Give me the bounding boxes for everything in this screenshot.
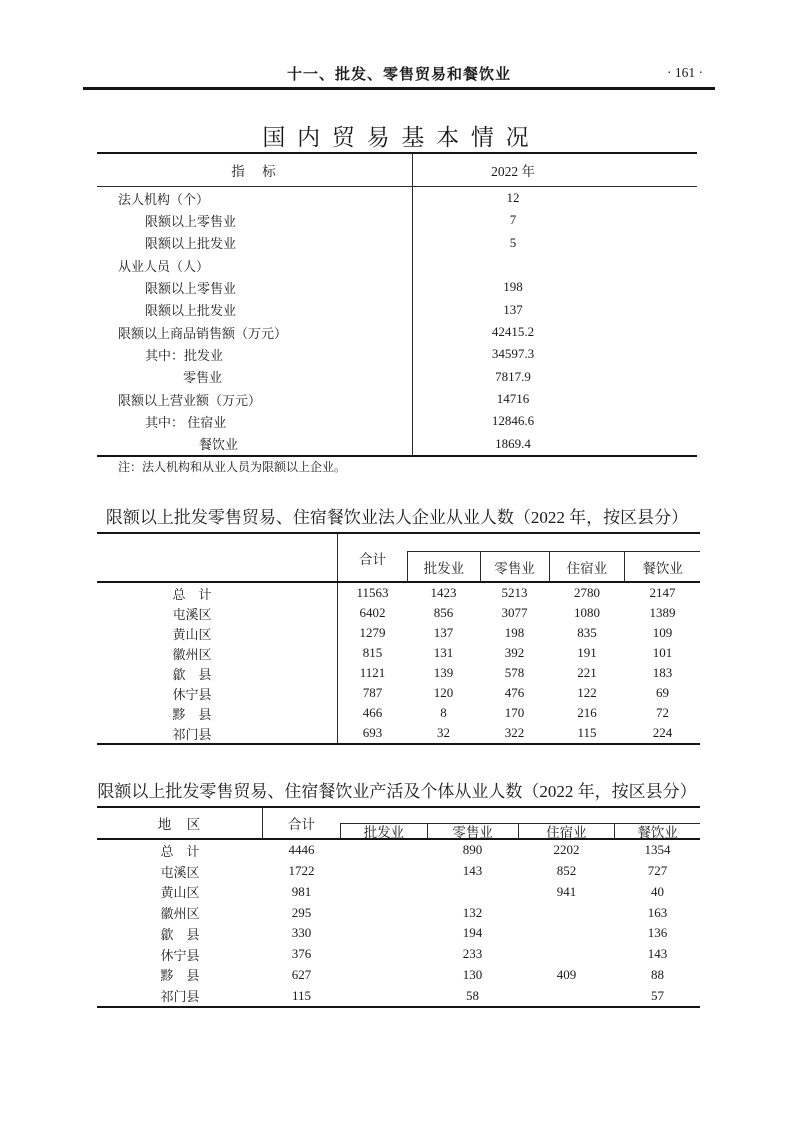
table-row bbox=[97, 861, 700, 882]
table3-col-total: 合计 bbox=[288, 817, 315, 832]
region-cell: 黄山区 bbox=[97, 623, 338, 643]
value-cell bbox=[340, 985, 427, 1006]
table1-col-indicator: 指 标 bbox=[97, 154, 413, 186]
table2-header bbox=[97, 534, 700, 583]
value-cell: 693 bbox=[362, 725, 383, 740]
value-cell: 6402 bbox=[359, 605, 386, 620]
row-value: 7 bbox=[509, 212, 517, 228]
table-row bbox=[97, 321, 697, 343]
row-label: 餐饮业 bbox=[97, 433, 413, 455]
value-cell: 330 bbox=[291, 925, 312, 941]
row-label: 限额以上商品销售额（万元） bbox=[97, 321, 413, 343]
region-cell: 祁门县 bbox=[160, 989, 200, 1005]
value-cell: 787 bbox=[362, 685, 383, 700]
value-cell: 163 bbox=[647, 904, 668, 920]
value-cell: 191 bbox=[577, 645, 597, 660]
value-cell: 835 bbox=[577, 625, 597, 640]
value-cell: 131 bbox=[433, 645, 454, 660]
region-cell: 黟 县 bbox=[97, 703, 338, 723]
value-cell: 856 bbox=[433, 605, 454, 620]
row-label: 限额以上批发业 bbox=[97, 299, 413, 321]
value-cell: 183 bbox=[652, 665, 673, 680]
value-cell: 170 bbox=[504, 705, 525, 720]
value-cell: 476 bbox=[504, 685, 525, 700]
row-label: 限额以上营业额（万元） bbox=[97, 388, 413, 410]
value-cell bbox=[340, 861, 427, 882]
row-value: 34597.3 bbox=[491, 346, 535, 362]
table-row bbox=[97, 944, 700, 965]
value-cell bbox=[518, 923, 615, 944]
region-cell: 屯溪区 bbox=[160, 864, 200, 880]
value-cell: 578 bbox=[504, 665, 525, 680]
row-value: 7817.9 bbox=[495, 368, 531, 384]
value-cell: 295 bbox=[291, 904, 312, 920]
value-cell: 120 bbox=[433, 685, 454, 700]
value-cell bbox=[340, 902, 427, 923]
value-cell: 376 bbox=[291, 946, 312, 962]
region-cell: 祁门县 bbox=[97, 723, 338, 743]
table2-subheader bbox=[407, 551, 700, 581]
value-cell: 890 bbox=[462, 842, 483, 858]
value-cell: 132 bbox=[462, 904, 483, 920]
table2-col-lodging: 住宿业 bbox=[550, 552, 626, 581]
value-cell: 1354 bbox=[644, 842, 671, 858]
table-row bbox=[97, 232, 697, 254]
value-cell: 57 bbox=[651, 987, 664, 1003]
value-cell: 1080 bbox=[574, 605, 600, 620]
table2-body bbox=[97, 583, 700, 743]
row-value: 42415.2 bbox=[491, 324, 535, 340]
region-cell: 总 计 bbox=[160, 843, 200, 859]
value-cell: 88 bbox=[651, 966, 664, 982]
row-label: 限额以上零售业 bbox=[97, 209, 413, 231]
value-cell: 1722 bbox=[288, 863, 315, 879]
table3-header bbox=[97, 808, 700, 840]
value-cell: 143 bbox=[647, 946, 668, 962]
table-row bbox=[97, 703, 700, 723]
region-cell: 徽州区 bbox=[97, 643, 338, 663]
table2-title: 限额以上批发零售贸易、住宿餐饮业法人企业从业人数（2022 年，按区县分） bbox=[105, 508, 689, 527]
value-cell bbox=[340, 965, 427, 986]
table1-col-year: 2022 年 bbox=[491, 164, 535, 179]
region-cell: 休宁县 bbox=[97, 683, 338, 703]
row-value bbox=[413, 254, 697, 276]
row-value: 14716 bbox=[496, 391, 530, 407]
value-cell: 2780 bbox=[574, 585, 600, 600]
table-row bbox=[97, 683, 700, 703]
table2-col-region bbox=[97, 534, 338, 581]
table-row bbox=[97, 276, 697, 298]
table-row bbox=[97, 902, 700, 923]
value-cell: 1279 bbox=[359, 625, 386, 640]
table2-col-catering: 餐饮业 bbox=[642, 560, 683, 576]
table-row bbox=[97, 254, 697, 276]
table2 bbox=[97, 532, 700, 745]
region-cell: 休宁县 bbox=[160, 947, 200, 963]
value-cell: 233 bbox=[462, 946, 483, 962]
region-cell: 歙 县 bbox=[97, 663, 338, 683]
table3-col-catering: 餐饮业 bbox=[637, 825, 678, 840]
table-row bbox=[97, 643, 700, 663]
value-cell bbox=[340, 923, 427, 944]
value-cell bbox=[340, 882, 427, 903]
table-row bbox=[97, 366, 697, 388]
table3-body bbox=[97, 840, 700, 1006]
value-cell: 815 bbox=[362, 645, 383, 660]
value-cell: 4446 bbox=[288, 842, 315, 858]
value-cell: 1389 bbox=[649, 605, 676, 620]
value-cell: 392 bbox=[504, 645, 525, 660]
value-cell: 101 bbox=[652, 645, 673, 660]
value-cell: 122 bbox=[577, 685, 597, 700]
value-cell: 3077 bbox=[501, 605, 528, 620]
row-label: 其中：批发业 bbox=[97, 343, 413, 365]
table1-note: 注：法人机构和从业人员为限额以上企业。 bbox=[118, 460, 347, 474]
value-cell bbox=[518, 902, 615, 923]
value-cell: 194 bbox=[462, 925, 483, 941]
region-cell: 总 计 bbox=[97, 583, 338, 603]
value-cell: 852 bbox=[556, 863, 577, 879]
value-cell: 216 bbox=[577, 705, 597, 720]
region-cell: 歙 县 bbox=[160, 926, 200, 942]
value-cell: 115 bbox=[291, 987, 312, 1003]
value-cell: 109 bbox=[652, 625, 673, 640]
page-number: · 161 · bbox=[667, 65, 703, 80]
row-label: 其中： 住宿业 bbox=[97, 410, 413, 432]
region-cell: 徽州区 bbox=[160, 906, 200, 922]
value-cell: 221 bbox=[577, 665, 597, 680]
row-value: 137 bbox=[503, 301, 523, 317]
value-cell: 466 bbox=[362, 705, 383, 720]
value-cell: 727 bbox=[647, 863, 668, 879]
value-cell: 1423 bbox=[430, 585, 457, 600]
value-cell: 32 bbox=[437, 725, 450, 740]
value-cell bbox=[340, 944, 427, 965]
table3-col-lodging: 住宿业 bbox=[519, 824, 616, 838]
table2-col-total: 合计 bbox=[359, 551, 386, 567]
value-cell: 69 bbox=[656, 685, 669, 700]
value-cell bbox=[518, 985, 615, 1006]
row-label: 法人机构（个） bbox=[97, 187, 413, 209]
value-cell: 137 bbox=[433, 625, 454, 640]
region-cell: 黟 县 bbox=[160, 968, 200, 984]
value-cell bbox=[427, 882, 518, 903]
value-cell: 198 bbox=[504, 625, 525, 640]
row-value: 5 bbox=[509, 234, 517, 250]
value-cell: 2147 bbox=[649, 585, 676, 600]
value-cell: 40 bbox=[651, 883, 664, 899]
value-cell: 72 bbox=[656, 705, 669, 720]
table1-body bbox=[97, 187, 697, 455]
region-cell: 屯溪区 bbox=[97, 603, 338, 623]
table-row bbox=[97, 840, 700, 861]
table3-title: 限额以上批发零售贸易、住宿餐饮业产活及个体从业人数（2022 年，按区县分） bbox=[97, 782, 697, 801]
table-row bbox=[97, 663, 700, 683]
value-cell: 224 bbox=[652, 725, 673, 740]
value-cell: 2202 bbox=[553, 842, 580, 858]
value-cell: 409 bbox=[556, 966, 577, 982]
row-value: 12846.6 bbox=[491, 413, 535, 429]
table-row bbox=[97, 923, 700, 944]
row-value: 198 bbox=[503, 279, 523, 295]
table-row bbox=[97, 603, 700, 623]
table2-col-retail: 零售业 bbox=[481, 552, 550, 581]
table-row bbox=[97, 882, 700, 903]
table3-col-wholesale: 批发业 bbox=[341, 824, 428, 838]
table1-header-row bbox=[97, 154, 697, 187]
table1 bbox=[97, 152, 697, 457]
table-row bbox=[97, 187, 697, 209]
table-row bbox=[97, 343, 697, 365]
table3 bbox=[97, 806, 700, 1008]
row-label: 零售业 bbox=[97, 366, 413, 388]
value-cell bbox=[518, 944, 615, 965]
table-row bbox=[97, 985, 700, 1006]
table-row bbox=[97, 583, 700, 603]
value-cell: 627 bbox=[291, 966, 312, 982]
row-label: 限额以上批发业 bbox=[97, 232, 413, 254]
table-row bbox=[97, 723, 700, 743]
table-row bbox=[97, 433, 697, 455]
table-row bbox=[97, 410, 697, 432]
value-cell: 58 bbox=[466, 987, 479, 1003]
table3-subheader bbox=[340, 823, 700, 838]
value-cell: 11563 bbox=[356, 585, 389, 600]
row-label: 限额以上零售业 bbox=[97, 276, 413, 298]
value-cell: 139 bbox=[433, 665, 454, 680]
row-value: 1869.4 bbox=[495, 435, 531, 451]
row-value: 12 bbox=[506, 190, 520, 206]
table1-title: 国 内 贸 易 基 本 情 况 bbox=[262, 125, 532, 150]
value-cell: 8 bbox=[440, 705, 447, 720]
value-cell: 115 bbox=[577, 725, 597, 740]
value-cell: 5213 bbox=[501, 585, 528, 600]
row-label: 从业人员（人） bbox=[97, 254, 413, 276]
table-row bbox=[97, 965, 700, 986]
table-row bbox=[97, 623, 700, 643]
value-cell: 136 bbox=[647, 925, 668, 941]
value-cell: 981 bbox=[291, 883, 312, 899]
section-title: 十一、批发、零售贸易和餐饮业 bbox=[286, 67, 511, 83]
page-header bbox=[83, 58, 715, 90]
value-cell: 1121 bbox=[359, 665, 386, 680]
table-row bbox=[97, 388, 697, 410]
table3-col-retail: 零售业 bbox=[428, 824, 519, 838]
region-cell: 黄山区 bbox=[160, 885, 200, 901]
table-row bbox=[97, 299, 697, 321]
value-cell: 143 bbox=[462, 863, 483, 879]
table3-col-region: 地 区 bbox=[97, 808, 263, 838]
table2-col-wholesale: 批发业 bbox=[408, 552, 481, 581]
value-cell: 941 bbox=[556, 883, 577, 899]
value-cell bbox=[340, 840, 427, 861]
table-row bbox=[97, 209, 697, 231]
value-cell: 322 bbox=[504, 725, 525, 740]
value-cell: 130 bbox=[462, 966, 483, 982]
